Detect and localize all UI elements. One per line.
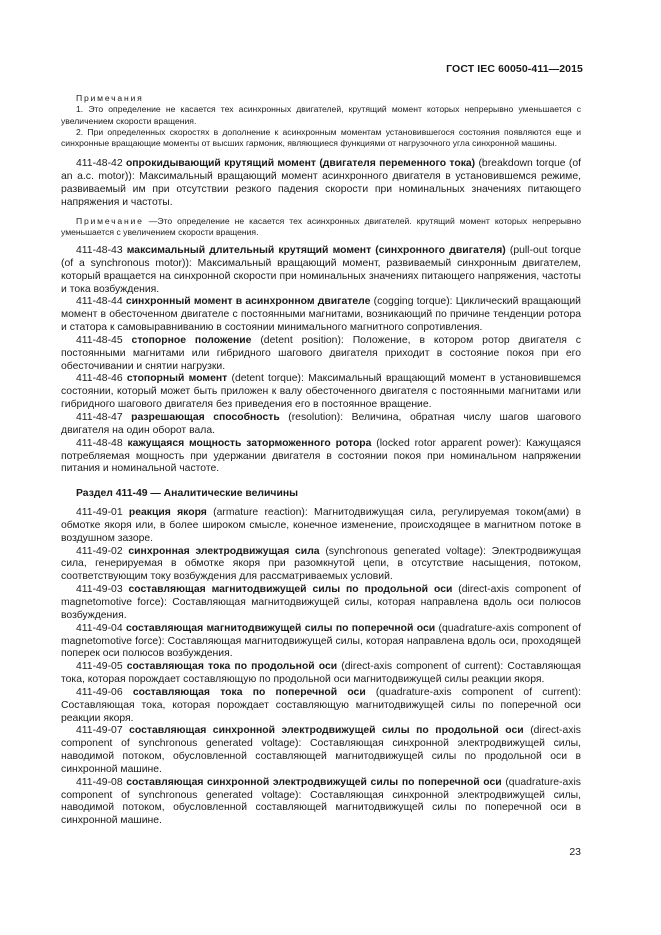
term-411-48-42 xyxy=(61,158,581,209)
term-code: 411-49-07 xyxy=(76,725,123,737)
term-definition: (cogging torque): Циклический вращающий момент в обесточенном двигателе с постоянными магнитами, возникающий по причине тенденции ротора и статора к самовыравниванию в состоянии минимального магнитного сопротивления. xyxy=(61,296,581,334)
term-name: составляющая тока по продольной оси xyxy=(126,661,338,673)
term-code: 411-48-48 xyxy=(76,437,123,449)
term-name: стопорное положение xyxy=(131,334,252,346)
term-name: составляющая магнитодвижущей силы по продольной оси xyxy=(128,584,453,596)
note-item-1: 1. Это определение не касается тех асинхронных двигателей, крутящий момент которых непрерывно уменьшается с увеличением скорости вращения. xyxy=(61,104,581,126)
term-definition: (direct-axis component of magnetomotive force): Составляющая магнитодвижущей силы, которая направлена вдоль оси полюсов возбуждения. xyxy=(61,584,581,621)
term-code: 411-48-42 xyxy=(76,158,123,170)
term-name: максимальный длительный крутящий момент (синхронного двигателя) xyxy=(126,245,506,257)
term-name: синхронный момент в асинхронном двигателе xyxy=(125,296,371,308)
term-code: 411-48-45 xyxy=(76,334,123,346)
term-name: составляющая тока по поперечной оси xyxy=(132,686,366,698)
note-item-2: 2. При определенных скоростях в дополнение к асинхронным моментам установившегося состояния появляются еще и синхронные вращающие моменты от высших гармоник, являющиеся функциями от нагрузочного угла синхронной машины. xyxy=(61,126,581,149)
term-code: 411-48-46 xyxy=(76,373,123,385)
term-definition: (breakdown torque (of an a.c. motor)): Максимальный вращающий момент асинхронного двигателя в установившемся режиме, развиваемый им при отсутствии резкого падения скорости при номинальных значениях питающего напряжения и частоты. xyxy=(61,158,581,209)
notes-block xyxy=(61,93,581,149)
term-name: опрокидывающий крутящий момент (двигателя переменного тока) xyxy=(125,158,476,170)
term-name: составляющая синхронной электродвижущей силы по продольной оси xyxy=(129,725,524,737)
term-411-49-05 xyxy=(61,661,581,687)
term-code: 411-49-02 xyxy=(76,545,123,557)
term-code: 411-49-04 xyxy=(76,622,123,634)
term-definition: (resolution): Величина, обратная числу шагов шагового двигателя на один оборот вала. xyxy=(61,412,582,436)
term-name: кажущаяся мощность заторможенного ротора xyxy=(127,437,372,449)
term-definition: (pull-out torque (of a synchronous motor)): Максимальный вращающий момент, развиваемый синхронным двигателем, который вращается на синхронной скорости при номинальных значениях питающего напряжения, частоты и тока возбуждения. xyxy=(61,245,581,295)
note-text: —Это определение не касается тех асинхронных двигателей. крутящий момент которых непрерывно уменьшается с увеличением скорости вращения. xyxy=(61,215,581,238)
term-411-49-04 xyxy=(61,623,581,662)
term-definition: (quadrature-axis component of current): Составляющая тока, которая порождает составляющую магнитодвижущей силы по поперечной оси реакции якоря. xyxy=(61,686,581,724)
section-title: Раздел 411-49 — Аналитические величины xyxy=(76,488,298,500)
term-name: составляющая синхронной электродвижущей силы по поперечной оси xyxy=(126,776,502,788)
term-411-48-44 xyxy=(61,296,581,335)
term-definition: (detent position): Положение, в котором ротор двигателя с постоянными магнитами или гибридного шагового двигателя приходит в состояние покоя при его обесточивании и снятии нагрузки. xyxy=(61,334,582,372)
term-code: 411-49-06 xyxy=(76,686,123,698)
note-label: Примечание xyxy=(76,215,144,226)
term-name: стопорный момент xyxy=(126,373,228,385)
term-definition: (armature reaction): Магнитодвижущая сила, регулируемая током(ами) в обмотке якоря или, в более широком смысле, конечное изменение, происходящее в магнитном потоке в воздушном зазоре. xyxy=(61,507,581,544)
term-411-49-02 xyxy=(61,546,581,585)
term-411-48-45 xyxy=(61,335,581,374)
term-definition: (detent torque): Максимальный вращающий момент в установившемся состоянии, который может быть приложен к валу обесточенного двигателя с постоянными магнитами или гибридного шагового двигателя без приведения его в постоянное вращение. xyxy=(61,373,581,411)
term-definition: (locked rotor apparent power): Кажущаяся потребляемая мощность при удержании двигателя в состоянии покоя при номинальном напряжении питания и номинальной частоте. xyxy=(61,437,581,475)
standard-header: ГОСТ IEC 60050-411—2015 xyxy=(446,63,583,75)
term-code: 411-48-44 xyxy=(76,296,123,308)
note-after-411-48-42 xyxy=(61,216,581,239)
term-code: 411-49-05 xyxy=(76,661,123,673)
term-definition: (synchronous generated voltage): Электродвижущая сила, генерируемая в обмотке якоря при разомкнутой цепи, в отсутствие насыщения, потоком, соответствующим току возбуждения для рассматриваемых условий. xyxy=(61,545,581,583)
term-411-49-08 xyxy=(61,777,581,828)
term-definition: (direct-axis component of current): Составляющая тока, которая порождает составляющую по продольной оси магнитодвижущей силы реакции якоря. xyxy=(61,661,581,686)
term-code: 411-48-47 xyxy=(76,412,123,424)
term-code: 411-49-03 xyxy=(76,584,123,596)
term-definition: (quadrature-axis component of synchronous generated voltage): Составляющая синхронной электродвижущей силы, наводимой потоком, обусловленной составляющей магнитодвижущей силы по поперечной оси в синхронной машине. xyxy=(61,776,581,827)
term-definition: (quadrature-axis component of magnetomotive force): Составляющая магнитодвижущей силы, которая направлена вдоль оси, проходящей поперек оси полюсов возбуждения. xyxy=(61,622,581,660)
term-code: 411-48-43 xyxy=(76,245,123,257)
term-name: синхронная электродвижущая сила xyxy=(128,545,320,557)
term-code: 411-49-01 xyxy=(76,507,123,519)
term-411-48-43 xyxy=(61,245,581,296)
term-411-49-03 xyxy=(61,584,581,623)
term-definition: (direct-axis component of synchronous generated voltage): Составляющая синхронной электродвижущей силы, наводимой потоком, обусловленной составляющей магнитодвижущей силы по продольной оси в синхронной машине. xyxy=(61,725,581,775)
term-name: разрешающая способность xyxy=(131,412,280,424)
term-name: реакция якоря xyxy=(128,507,207,519)
notes-title: Примечания xyxy=(76,93,144,103)
term-411-48-46 xyxy=(61,373,581,412)
term-name: составляющая магнитодвижущей силы по поперечной оси xyxy=(125,622,436,634)
term-411-49-06 xyxy=(61,687,581,726)
page-content xyxy=(61,93,581,828)
term-411-49-01 xyxy=(61,507,581,546)
term-411-48-48 xyxy=(61,438,581,477)
term-411-48-47 xyxy=(61,412,581,438)
term-411-49-07 xyxy=(61,725,581,776)
page-number: 23 xyxy=(569,846,581,858)
term-code: 411-49-08 xyxy=(76,776,123,788)
